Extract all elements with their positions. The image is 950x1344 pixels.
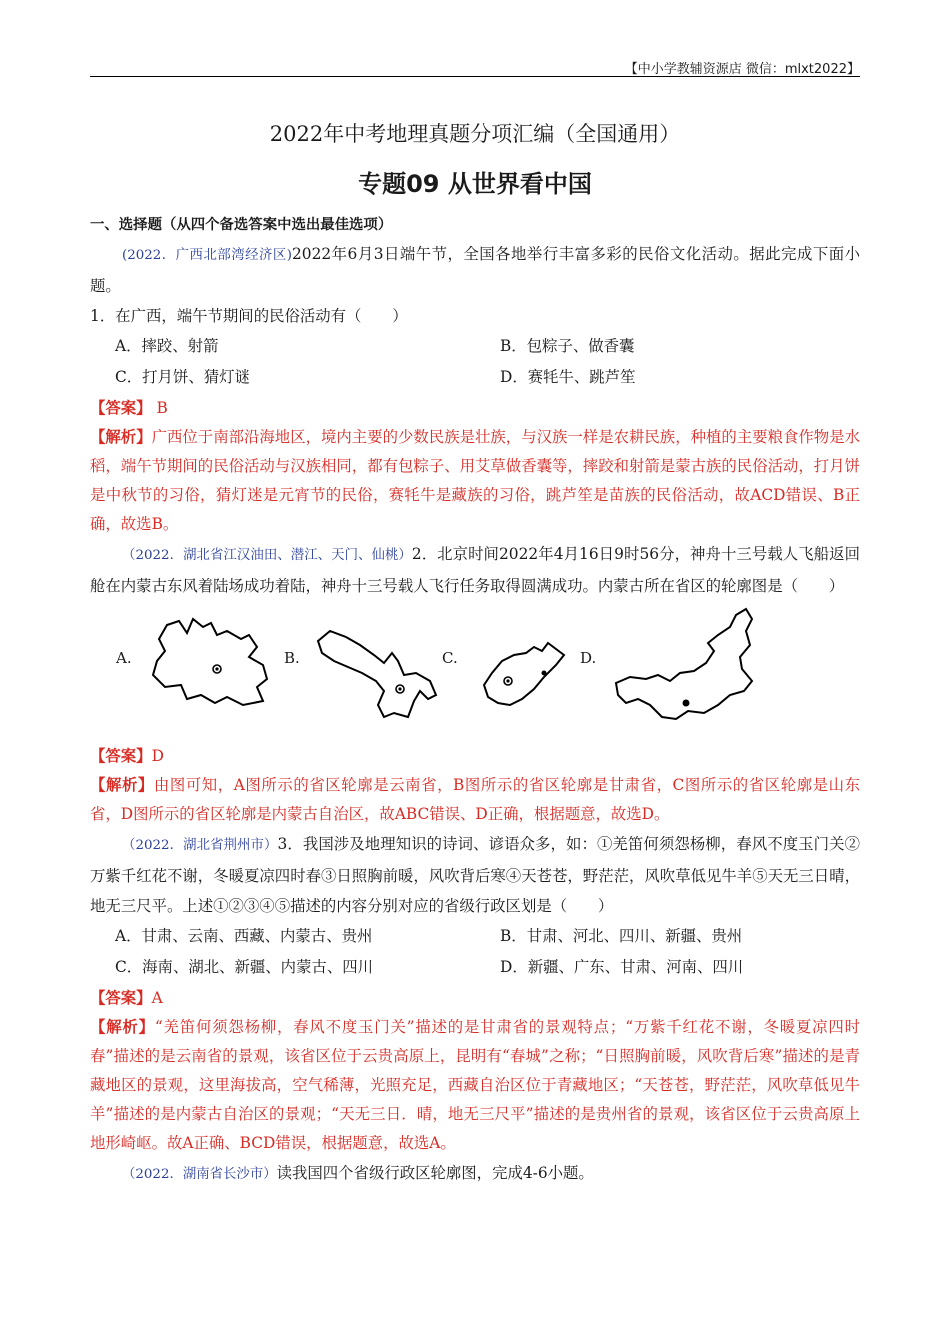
header-rule [90, 76, 860, 77]
analysis-label: 【解析】 [90, 1018, 155, 1036]
source-tag: （2022．湖南省长沙市） [122, 1167, 277, 1182]
question-2-analysis [90, 771, 860, 829]
section-heading: 一、选择题（从四个备选答案中选出最佳选项） [90, 217, 393, 233]
analysis-label: 【解析】 [90, 776, 154, 794]
document-subtitle: 专题09 从世界看中国 [358, 170, 592, 198]
analysis-text: 广西位于南部沿海地区，境内主要的少数民族是壮族，与汉族一样是农耕民族，种植的主要粮食作物是水稻，端午节期间的民俗活动与汉族相同，都有包粽子、用艾草做香囊等，摔跤和射箭是蒙古族的民俗活动，打月饼是中秋节的习俗，猜灯迷是元宵节的民俗，赛牦牛是藏族的习俗，跳芦笙是苗族的民俗活动，故ACD错误、B正确，故选B。 [90, 428, 860, 533]
option-d: D．新疆、广东、甘肃、河南、四川 [500, 958, 744, 976]
answer-value: D [151, 747, 164, 765]
answer-label: 【答案】 [90, 399, 152, 417]
group-intro-1 [90, 239, 860, 301]
question-2-answer [90, 741, 860, 771]
gansu-outline-map [312, 619, 442, 719]
answer-value: A [151, 989, 163, 1007]
option-d: D．赛牦牛、跳芦笙 [500, 368, 636, 386]
shandong-outline-map [478, 633, 568, 713]
analysis-text: “羌笛何须怨杨柳，春风不度玉门关”描述的是甘肃省的景观特点；“万紫千红花不谢，冬暖夏凉四时春”描述的是云南省的景观，该省区位于云贵高原上，昆明有“春城”之称；“日照胸前暖，风吹背后寒”描述的是青藏地区的景观，这里海拔高，空气稀薄，光照充足，西藏自治区位于青藏地区；“天苍苍，野茫茫，风吹草低见牛羊”描述的是内蒙古自治区的景观；“天无三日．晴，地无三尺平”描述的是贵州省的景观，该省区位于云贵高原上地形崎岖。故A正确、BCD错误，根据题意，故选A。 [90, 1018, 860, 1152]
province-outline-maps [90, 601, 860, 741]
document-title: 2022年中考地理真题分项汇编（全国通用） [269, 122, 681, 146]
source-tag: （2022．湖北省江汉油田、潜江、天门、仙桃） [122, 548, 412, 563]
map-label-a: A. [116, 649, 132, 667]
answer-label: 【答案】 [90, 747, 152, 765]
question-1-options [90, 331, 860, 393]
question-2-stem [90, 539, 860, 601]
analysis-text: 由图可知，A图所示的省区轮廓是云南省，B图所示的省区轮廓是甘肃省，C图所示的省区轮廓是山东省，D图所示的省区轮廓是内蒙古自治区，故ABC错误、D正确，根据题意，故选D。 [90, 776, 860, 823]
intro-text: 读我国四个省级行政区轮廓图，完成4-6小题。 [276, 1164, 594, 1182]
source-tag: (2022．广西北部湾经济区) [122, 248, 292, 263]
answer-label: 【答案】 [90, 989, 152, 1007]
option-b: B．甘肃、河北、四川、新疆、贵州 [500, 927, 743, 945]
inner-mongolia-outline-map [612, 605, 762, 735]
question-1-analysis [90, 423, 860, 539]
group-intro-4 [90, 1158, 860, 1190]
option-c: C．打月饼、猜灯谜 [115, 368, 250, 386]
yunnan-outline-map [145, 613, 275, 713]
question-1-stem: 1．在广西，端午节期间的民俗活动有（ ） [90, 307, 408, 325]
question-1-answer [90, 393, 860, 423]
map-label-c: C. [442, 649, 458, 667]
question-3-analysis [90, 1013, 860, 1158]
analysis-label: 【解析】 [90, 428, 152, 446]
stem-text: 3．我国涉及地理知识的诗词、谚语众多，如：①羌笛何须怨杨柳，春风不度玉门关②万紫千红花不谢，冬暖夏凉四时春③日照胸前暖，风吹背后寒④天苍苍，野茫茫，风吹草低见牛羊⑤天无三日晴，地无三尺平。上述①②③④⑤描述的内容分别对应的省级行政区划是（ ） [90, 835, 861, 915]
question-3-options [90, 921, 860, 983]
main-content [90, 211, 860, 1190]
intro-text: 2022年6月3日端午节，全国各地举行丰富多彩的民俗文化活动。据此完成下面小题。 [90, 245, 860, 295]
option-a: A．摔跤、射箭 [115, 337, 219, 355]
page-header: 【中小学教辅资源店 微信：mlxt2022】 [624, 62, 860, 77]
question-3-answer [90, 983, 860, 1013]
map-label-b: B. [284, 649, 300, 667]
source-tag: （2022．湖北省荆州市） [122, 838, 278, 853]
option-a: A．甘肃、云南、西藏、内蒙古、贵州 [115, 927, 373, 945]
question-3-stem [90, 829, 860, 921]
map-label-d: D. [580, 649, 597, 667]
option-c: C．海南、湖北、新疆、内蒙古、四川 [115, 958, 374, 976]
option-b: B．包粽子、做香囊 [500, 337, 635, 355]
stem-text: 2．北京时间2022年4月16日9时56分，神舟十三号载人飞船返回舱在内蒙古东风着陆场成功着陆，神舟十三号载人飞行任务取得圆满成功。内蒙古所在省区的轮廓图是（ ） [90, 545, 860, 595]
answer-value: B [151, 399, 168, 417]
